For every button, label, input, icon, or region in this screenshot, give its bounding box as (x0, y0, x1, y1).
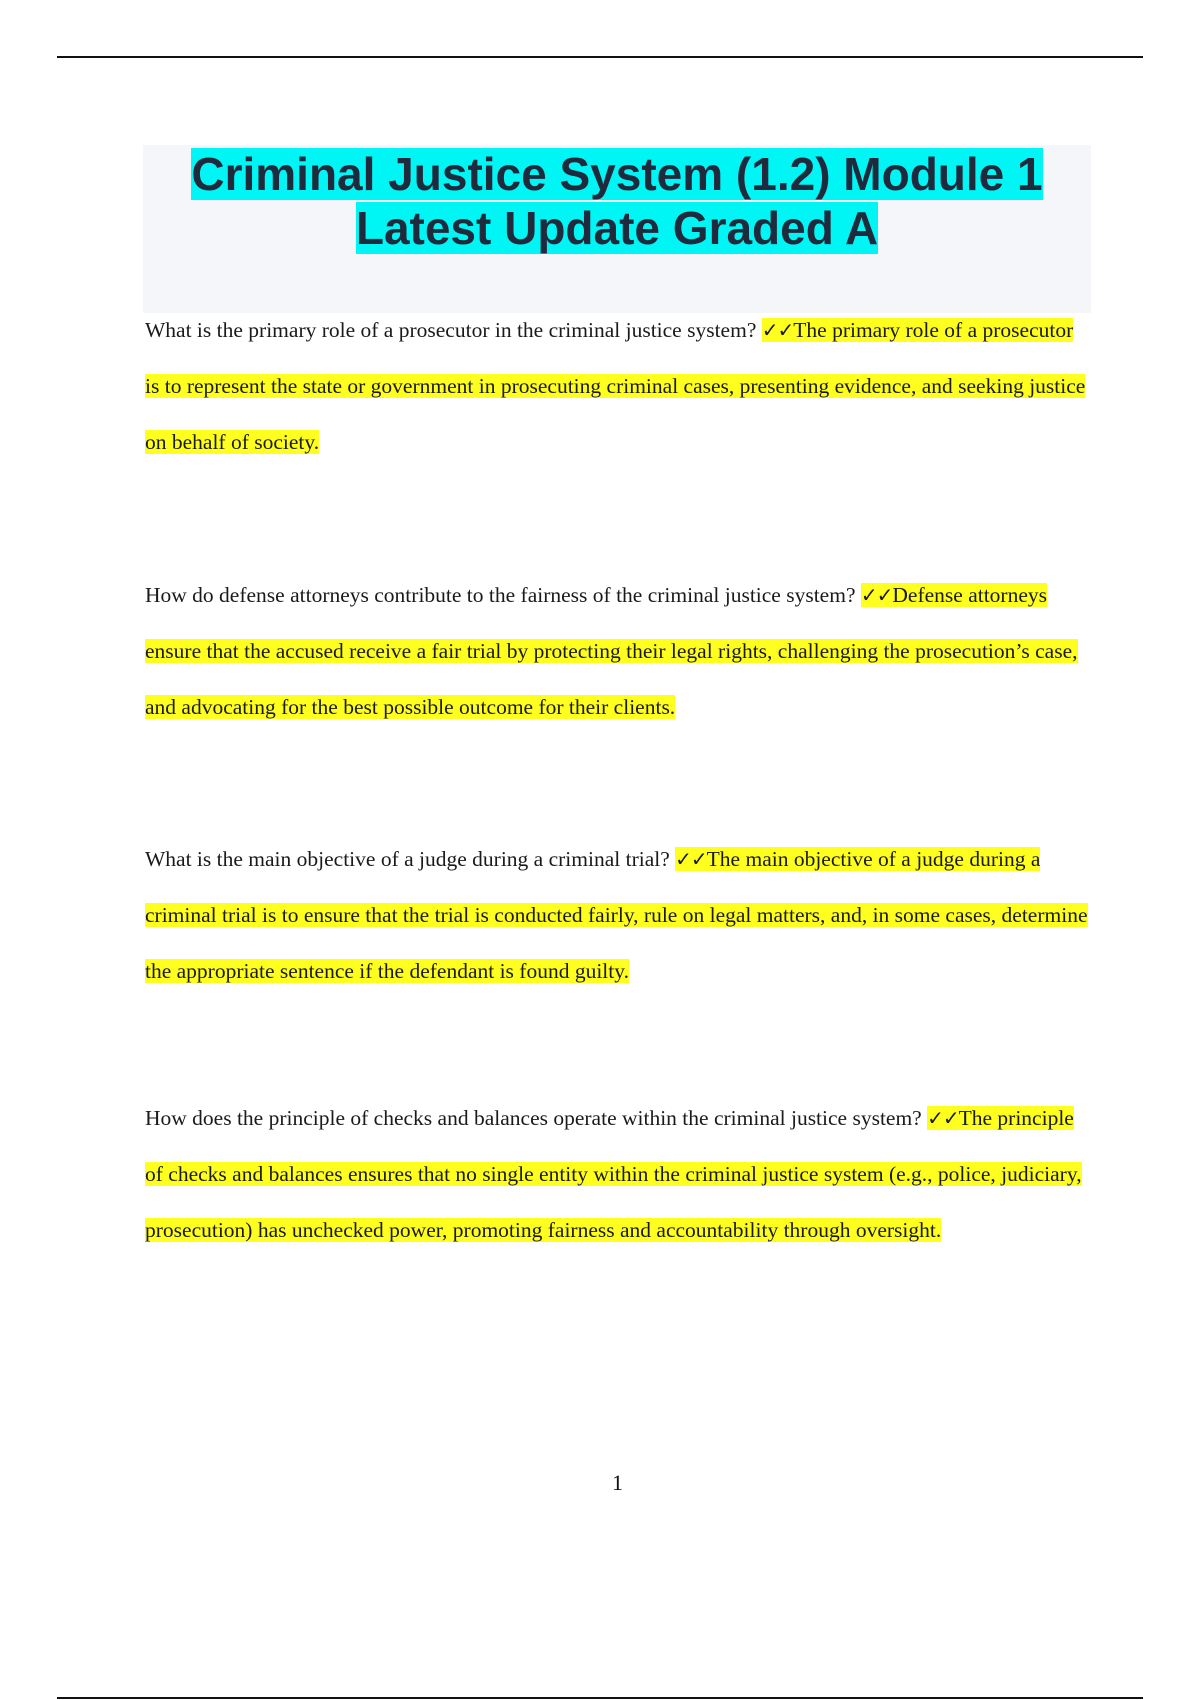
question-text: How do defense attorneys contribute to the fairness of the criminal justice system? (145, 583, 856, 607)
qa-item (145, 302, 1090, 470)
double-check-icon: ✓✓ (675, 847, 707, 871)
answer-text: The main objective of a judge during a criminal trial is to ensure that the trial is conducted fairly, rule on legal matters, and, in some cases, determine the appropriate sentence if the defendant is found guilty. (145, 847, 1088, 983)
double-check-icon: ✓✓ (860, 583, 893, 607)
bottom-rule (57, 1697, 1143, 1699)
question-text: What is the primary role of a prosecutor in the criminal justice system? (145, 318, 757, 342)
document-title: Criminal Justice System (1.2) Module 1 Latest Update Graded A (191, 148, 1043, 254)
qa-item (145, 1090, 1090, 1258)
question-text: How does the principle of checks and balances operate within the criminal justice system? (145, 1106, 922, 1130)
page-number: 1 (612, 1470, 623, 1495)
double-check-icon: ✓✓ (761, 318, 794, 342)
top-rule (57, 56, 1143, 58)
question-text: What is the main objective of a judge during a criminal trial? (145, 847, 670, 871)
answer-text: The primary role of a prosecutor is to represent the state or government in prosecuting criminal cases, presenting evidence, and seeking justice on behalf of society. (145, 318, 1086, 454)
qa-item (145, 831, 1090, 999)
answer-text: The principle of checks and balances ensures that no single entity within the criminal justice system (e.g., police, judiciary, prosecution) has unchecked power, promoting fairness and accountability through oversight. (145, 1106, 1082, 1242)
answer-text: Defense attorneys ensure that the accused receive a fair trial by protecting their legal rights, challenging the prosecution’s case, and advocating for the best possible outcome for their clients. (145, 583, 1078, 719)
title-block (143, 145, 1091, 313)
qa-item (145, 567, 1090, 735)
double-check-icon: ✓✓ (927, 1106, 959, 1130)
